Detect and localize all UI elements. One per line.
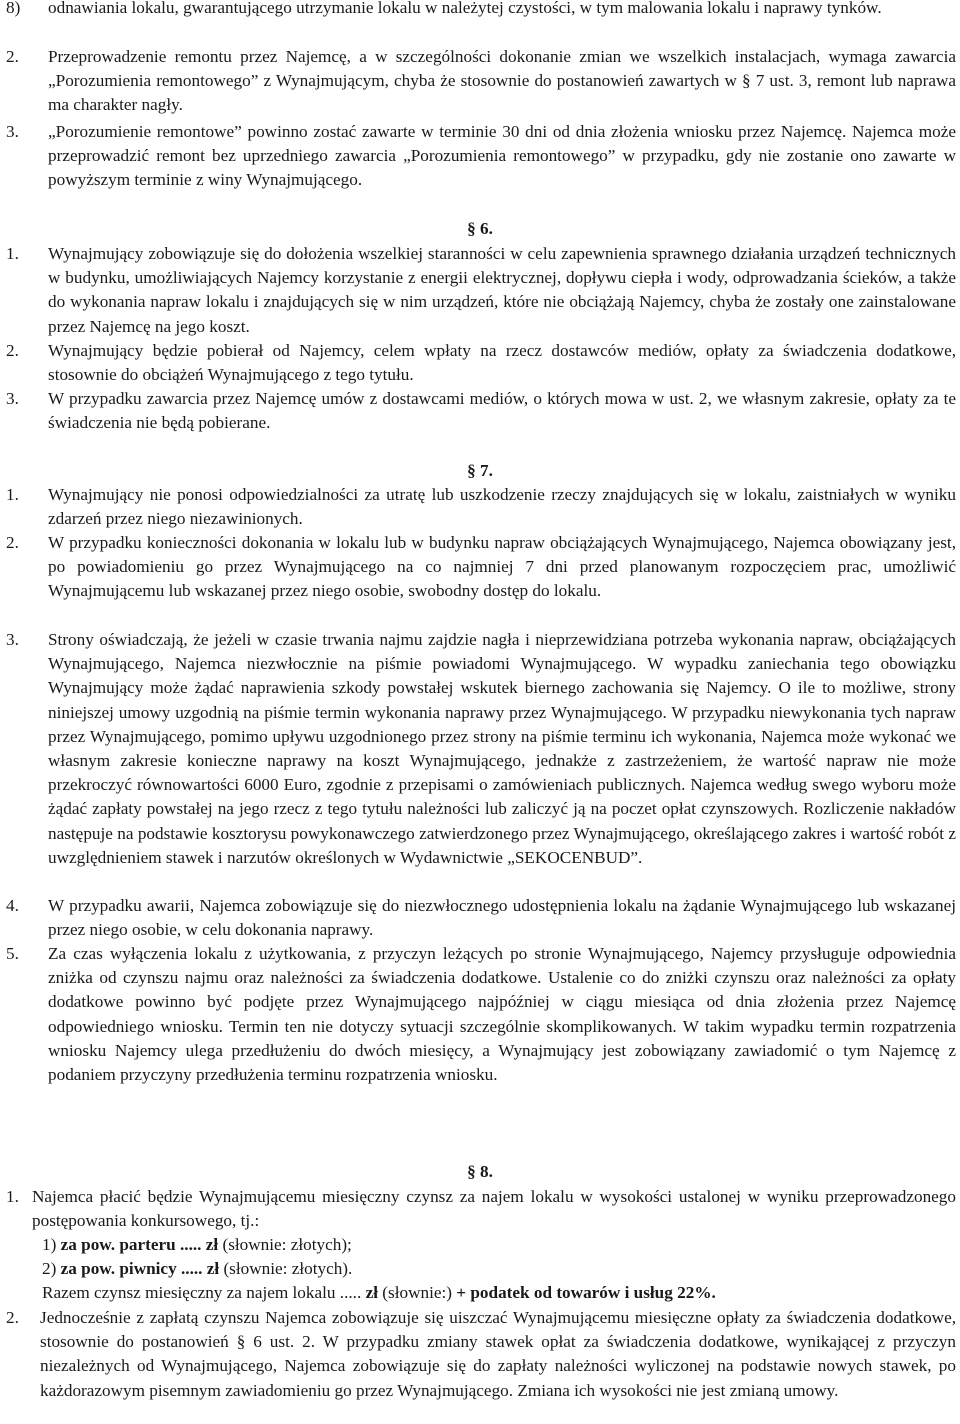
rent-total-label: Razem czynsz miesięczny za najem lokalu ..... xyxy=(42,1283,362,1302)
item-number: 3. xyxy=(6,389,19,408)
rent-total-currency: zł xyxy=(365,1283,378,1302)
item-number: 2. xyxy=(6,47,19,66)
rent-row-amount-blank: ..... xyxy=(179,1235,202,1254)
rent-row-amount-blank: ..... xyxy=(180,1259,203,1278)
item-text: Jednocześnie z zapłatą czynszu Najemca zobowiązuje się uiszczać Wynajmującemu miesięczne opłaty za świadczenia dodatkowe, stosownie do postanowień § 6 ust. 2. W przypadku zmiany stawek opłat za świadczenia dodatkowe, wynikającej z przyczyn niezależnych od Wynajmującego, Najemca zobowiązuje się do zapłaty należności wyliczonej na podstawie nowych stawek, po każdorazowym pisemnym zawiadomieniu go przez Wynajmującego. Zmiana ich wysokości nie jest zmianą umowy. xyxy=(40,1308,956,1400)
item-number: 2. xyxy=(6,1308,19,1327)
item-number: 2. xyxy=(6,341,19,360)
rent-row-label: za pow. piwnicy xyxy=(60,1259,177,1278)
item-number: 3. xyxy=(6,122,19,141)
rent-total-vat: + podatek od towarów i usług 22%. xyxy=(456,1283,716,1302)
rent-row-basement xyxy=(42,1257,942,1281)
rent-row-words: (słownie: złotych). xyxy=(223,1259,353,1278)
item-text: W przypadku awarii, Najemca zobowiązuje się do niezwłocznego udostępnienia lokalu na żądanie Wynajmującego lub wskazanej przez niego osobie, w celu dokonania naprawy. xyxy=(48,896,956,940)
item-text: odnawiania lokalu, gwarantującego utrzymanie lokalu w należytej czystości, w tym malowania lokalu i naprawy tynków. xyxy=(48,0,882,17)
rent-row-ground-floor xyxy=(42,1233,942,1257)
paragraph-5-item-8 xyxy=(6,0,956,20)
rent-row-currency: zł xyxy=(206,1259,220,1278)
paragraph-8-point-1 xyxy=(6,1185,956,1233)
section-heading-6: § 6. xyxy=(467,219,493,238)
section-heading-7: § 7. xyxy=(467,461,493,480)
item-number: 1. xyxy=(6,244,19,263)
item-number: 2. xyxy=(6,533,19,552)
rent-row-currency: zł xyxy=(205,1235,219,1254)
paragraph-5-point-3 xyxy=(6,120,956,193)
item-text: Wynajmujący zobowiązuje się do dołożenia wszelkiej staranności w celu zapewnienia sprawnego działania urządzeń technicznych w budynku, umożliwiających Najemcy korzystanie z energii elektrycznej, dopływu ciepła i wody, odprowadzania ścieków, a także do wykonania napraw lokalu i znajdujących się w nim urządzeń, które nie obciążają Najemcy, chyba że zostały one zainstalowane przez Najemcę na jego koszt. xyxy=(48,244,956,336)
item-text: Wynajmujący będzie pobierał od Najemcy, celem wpłaty na rzecz dostawców mediów, opłaty za świadczenia dodatkowe, stosownie do obciążeń Wynajmującego z tego tytułu. xyxy=(48,341,956,385)
item-text: Przeprowadzenie remontu przez Najemcę, a w szczególności dokonanie zmian we wszelkich instalacjach, wymaga zawarcia „Porozumienia remontowego” z Wynajmującym, chyba że stosownie do postanowień zawartych w § 7 ust. 3, remont lub naprawa ma charakter nagły. xyxy=(48,47,956,115)
paragraph-5-point-2 xyxy=(6,45,956,118)
paragraph-6-point-2 xyxy=(6,339,956,387)
rent-total-words: (słownie:) xyxy=(382,1283,452,1302)
rent-row-number: 2) xyxy=(42,1259,57,1278)
item-number: 4. xyxy=(6,896,19,915)
item-text: „Porozumienie remontowe” powinno zostać zawarte w terminie 30 dni od dnia złożenia wniosku przez Najemcę. Najemca może przeprowadzić remont bez uprzedniego zawarcia „Porozumienia remontowego” w przypadku, gdy nie zostanie ono zawarte w powyższym terminie z winy Wynajmującego. xyxy=(48,122,956,190)
item-text: W przypadku konieczności dokonania w lokalu lub w budynku napraw obciążających Wynajmującego, Najemca obowiązany jest, po powiadomieniu go przez Wynajmującego na co najmniej 7 dni przed planowanym rozpoczęciem prac, umożliwić Wynajmującemu lub wskazanej przez niego osobie, swobodny dostęp do lokalu. xyxy=(48,533,956,601)
paragraph-6-point-3 xyxy=(6,387,956,435)
section-heading-8: § 8. xyxy=(467,1162,493,1181)
item-number: 8) xyxy=(6,0,21,17)
item-number: 5. xyxy=(6,944,19,963)
item-number: 1. xyxy=(6,1187,19,1206)
item-text: Za czas wyłączenia lokalu z użytkowania, z przyczyn leżących po stronie Wynajmującego, Najemcy przysługuje odpowiednia zniżka od czynszu najmu oraz należności za świadczenia dodatkowe. Ustalenie co do zniżki czynszu oraz należności za opłaty dodatkowe powinno być podjęte przez Wynajmującego najpóźniej w ciągu miesiąca od dnia złożenia przez Najemcę odpowiedniego wniosku. Termin ten nie dotyczy sytuacji szczególnie skomplikowanych. W takim wypadku termin rozpatrzenia wniosku Najemcy ulega przedłużeniu do dwóch miesięcy, a Wynajmujący jest zobowiązany zawiadomić o tym Najemcę z podaniem przyczyny przedłużenia terminu rozpatrzenia wniosku. xyxy=(48,944,956,1085)
item-text: Wynajmujący nie ponosi odpowiedzialności za utratę lub uszkodzenie rzeczy znajdujących się w lokalu, zaistniałych w wyniku zdarzeń przez niego niezawinionych. xyxy=(48,485,956,529)
rent-total-row xyxy=(42,1281,942,1305)
paragraph-8-point-2 xyxy=(6,1306,956,1403)
rent-row-words: (słownie: złotych); xyxy=(222,1235,352,1254)
rent-row-label: za pow. parteru xyxy=(60,1235,176,1254)
paragraph-7-point-1 xyxy=(6,483,956,531)
item-text: Strony oświadczają, że jeżeli w czasie trwania najmu zajdzie nagła i nieprzewidziana potrzeba wykonania napraw, obciążających Wynajmującego, Najemca niezwłocznie na piśmie powiadomi Wynajmującego. W wypadku zaniechania tego obowiązku Wynajmujący może żądać naprawienia szkody powstałej wskutek biernego zachowania się Najemcy. O ile to możliwe, strony niniejszej umowy uzgodnią na piśmie termin wykonania naprawy przez Wynajmującego. W przypadku niewykonania tych napraw przez Wynajmującego, pomimo upływu uzgodnionego przez strony na piśmie terminu ich wykonania, Najemca może wykonać we własnym zakresie konieczne naprawy na koszt Wynajmującego, jednakże z zastrzeżeniem, że wartość napraw nie może przekroczyć równowartości 6000 Euro, zgodnie z przepisami o zamówieniach publicznych. Najemca według swego wyboru może żądać zapłaty powstałej na jego rzecz z tego tytułu należności lub zaliczyć ją na poczet opłat czynszowych. Rozliczenie nakładów następuje na podstawie kosztorysu powykonawczego zatwierdzonego przez Wynajmującego, określającego zakres i wartość robót z uwzględnieniem stawek i narzutów określonych w Wydawnictwie „SEKOCENBUD”. xyxy=(48,630,956,867)
item-text: W przypadku zawarcia przez Najemcę umów z dostawcami mediów, o których mowa w ust. 2, we własnym zakresie, opłaty za te świadczenia nie będą pobierane. xyxy=(48,389,956,433)
item-text: Najemca płacić będzie Wynajmującemu miesięczny czynsz za najem lokalu w wysokości ustalonej w wyniku przeprowadzonego postępowania konkursowego, tj.: xyxy=(32,1187,956,1231)
paragraph-6-point-1 xyxy=(6,242,956,339)
paragraph-7-point-4 xyxy=(6,894,956,942)
item-number: 1. xyxy=(6,485,19,504)
paragraph-7-point-5 xyxy=(6,942,956,1087)
paragraph-7-point-3 xyxy=(6,628,956,870)
paragraph-7-point-2 xyxy=(6,531,956,604)
rent-row-number: 1) xyxy=(42,1235,57,1254)
item-number: 3. xyxy=(6,630,19,649)
